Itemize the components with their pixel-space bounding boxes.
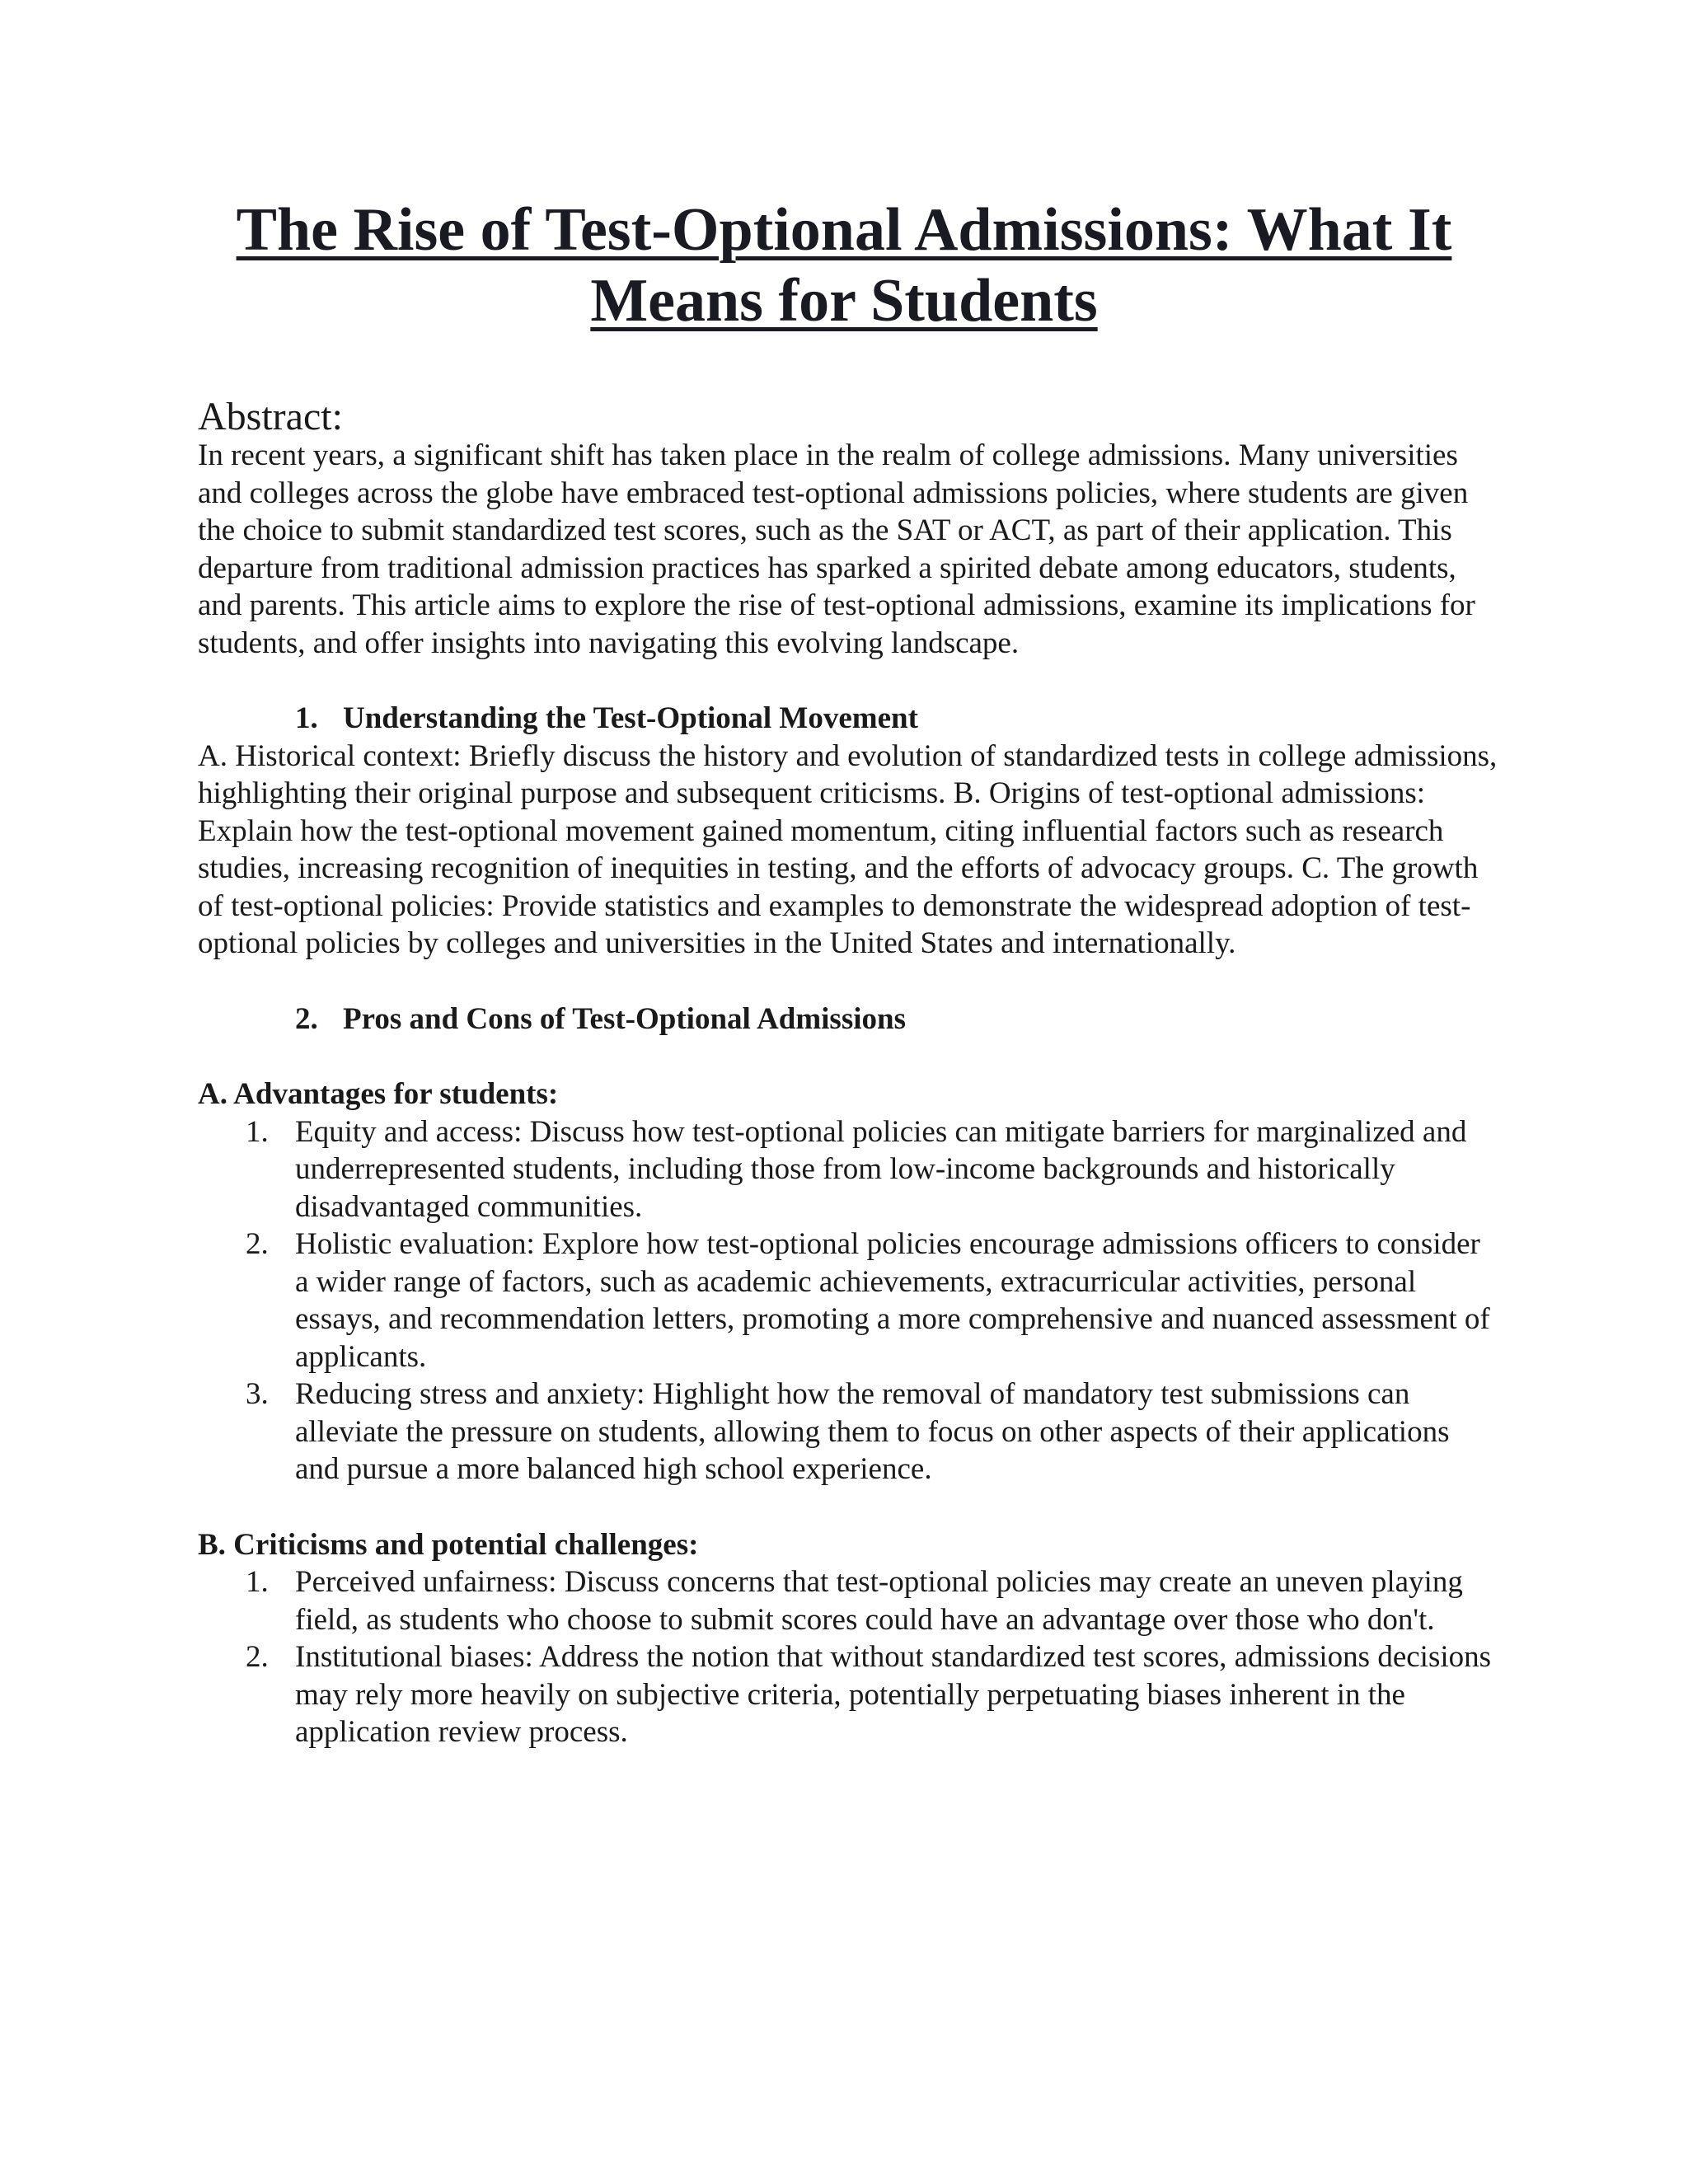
advantages-list xyxy=(198,1113,1500,1488)
section-text-understanding: A. Historical context: Briefly discuss the history and evolution of standardized tests in college admissions, highlighting their original purpose and subsequent criticisms. B. Origins of test-optional admissions: Explain how the test-optional movement gained momentum, citing influential factors such as research studies, increasing recognition of inequities in testing, and the efforts of advocacy groups. C. The growth of test-optional policies: Provide statistics and examples to demonstrate the widespread adoption of test-optional policies by colleges and universities in the United States and internationally. xyxy=(198,738,1498,960)
section-number: 1. xyxy=(295,701,318,735)
list-item-text: Institutional biases: Address the notion that without standardized test scores, admissions decisions may rely more heavily on subjective criteria, potentially perpetuating biases inherent in the application review process. xyxy=(295,1640,1492,1749)
abstract-heading: Abstract: xyxy=(198,395,343,438)
subsection-heading-criticisms: B. Criticisms and potential challenges: xyxy=(198,1527,699,1562)
subsection-heading-advantages: A. Advantages for students: xyxy=(198,1077,559,1111)
section-heading-understanding xyxy=(198,700,1500,738)
list-item-number: 3. xyxy=(246,1377,269,1411)
section-number: 2. xyxy=(295,1001,318,1036)
list-item xyxy=(198,1376,1500,1488)
list-item-number: 1. xyxy=(246,1565,269,1599)
criticisms-list xyxy=(198,1563,1500,1751)
section-title: Understanding the Test-Optional Movement xyxy=(343,701,918,735)
list-item xyxy=(198,1226,1500,1376)
section-heading-pros-cons xyxy=(198,1001,1500,1038)
list-item-text: Perceived unfairness: Discuss concerns that test-optional policies may create an uneven playing field, as students who choose to submit scores could have an advantage over those who don't. xyxy=(295,1565,1463,1637)
section-title: Pros and Cons of Test-Optional Admissions xyxy=(343,1001,906,1036)
list-item-number: 2. xyxy=(246,1640,269,1674)
document-body xyxy=(198,394,1500,1751)
list-item-text: Reducing stress and anxiety: Highlight how the removal of mandatory test submissions can alleviate the pressure on students, allowing them to focus on other aspects of their applications and pursue a more balanced high school experience. xyxy=(295,1377,1450,1486)
list-item-text: Equity and access: Discuss how test-optional policies can mitigate barriers for marginalized and underrepresented students, including those from low-income backgrounds and historically disadvantaged communities. xyxy=(295,1114,1467,1224)
list-item xyxy=(198,1563,1500,1638)
abstract-text: In recent years, a significant shift has taken place in the realm of college admissions. Many universities and colleges across the globe have embraced test-optional admissions policies, where students are given the choice to submit standardized test scores, such as the SAT or ACT, as part of their application. This departure from traditional admission practices has sparked a spirited debate among educators, students, and parents. This article aims to explore the rise of test-optional admissions, examine its implications for students, and offer insights into navigating this evolving landscape. xyxy=(198,438,1475,660)
document-title: The Rise of Test-Optional Admissions: What It Means for Students xyxy=(236,196,1452,335)
list-item-text: Holistic evaluation: Explore how test-optional policies encourage admissions officers to consider a wider range of factors, such as academic achievements, extracurricular activities, personal essays, and recommendation letters, promoting a more comprehensive and nuanced assessment of applicants. xyxy=(295,1227,1490,1374)
list-item-number: 2. xyxy=(246,1227,269,1261)
list-item xyxy=(198,1638,1500,1751)
list-item-number: 1. xyxy=(246,1114,269,1149)
list-item xyxy=(198,1113,1500,1226)
